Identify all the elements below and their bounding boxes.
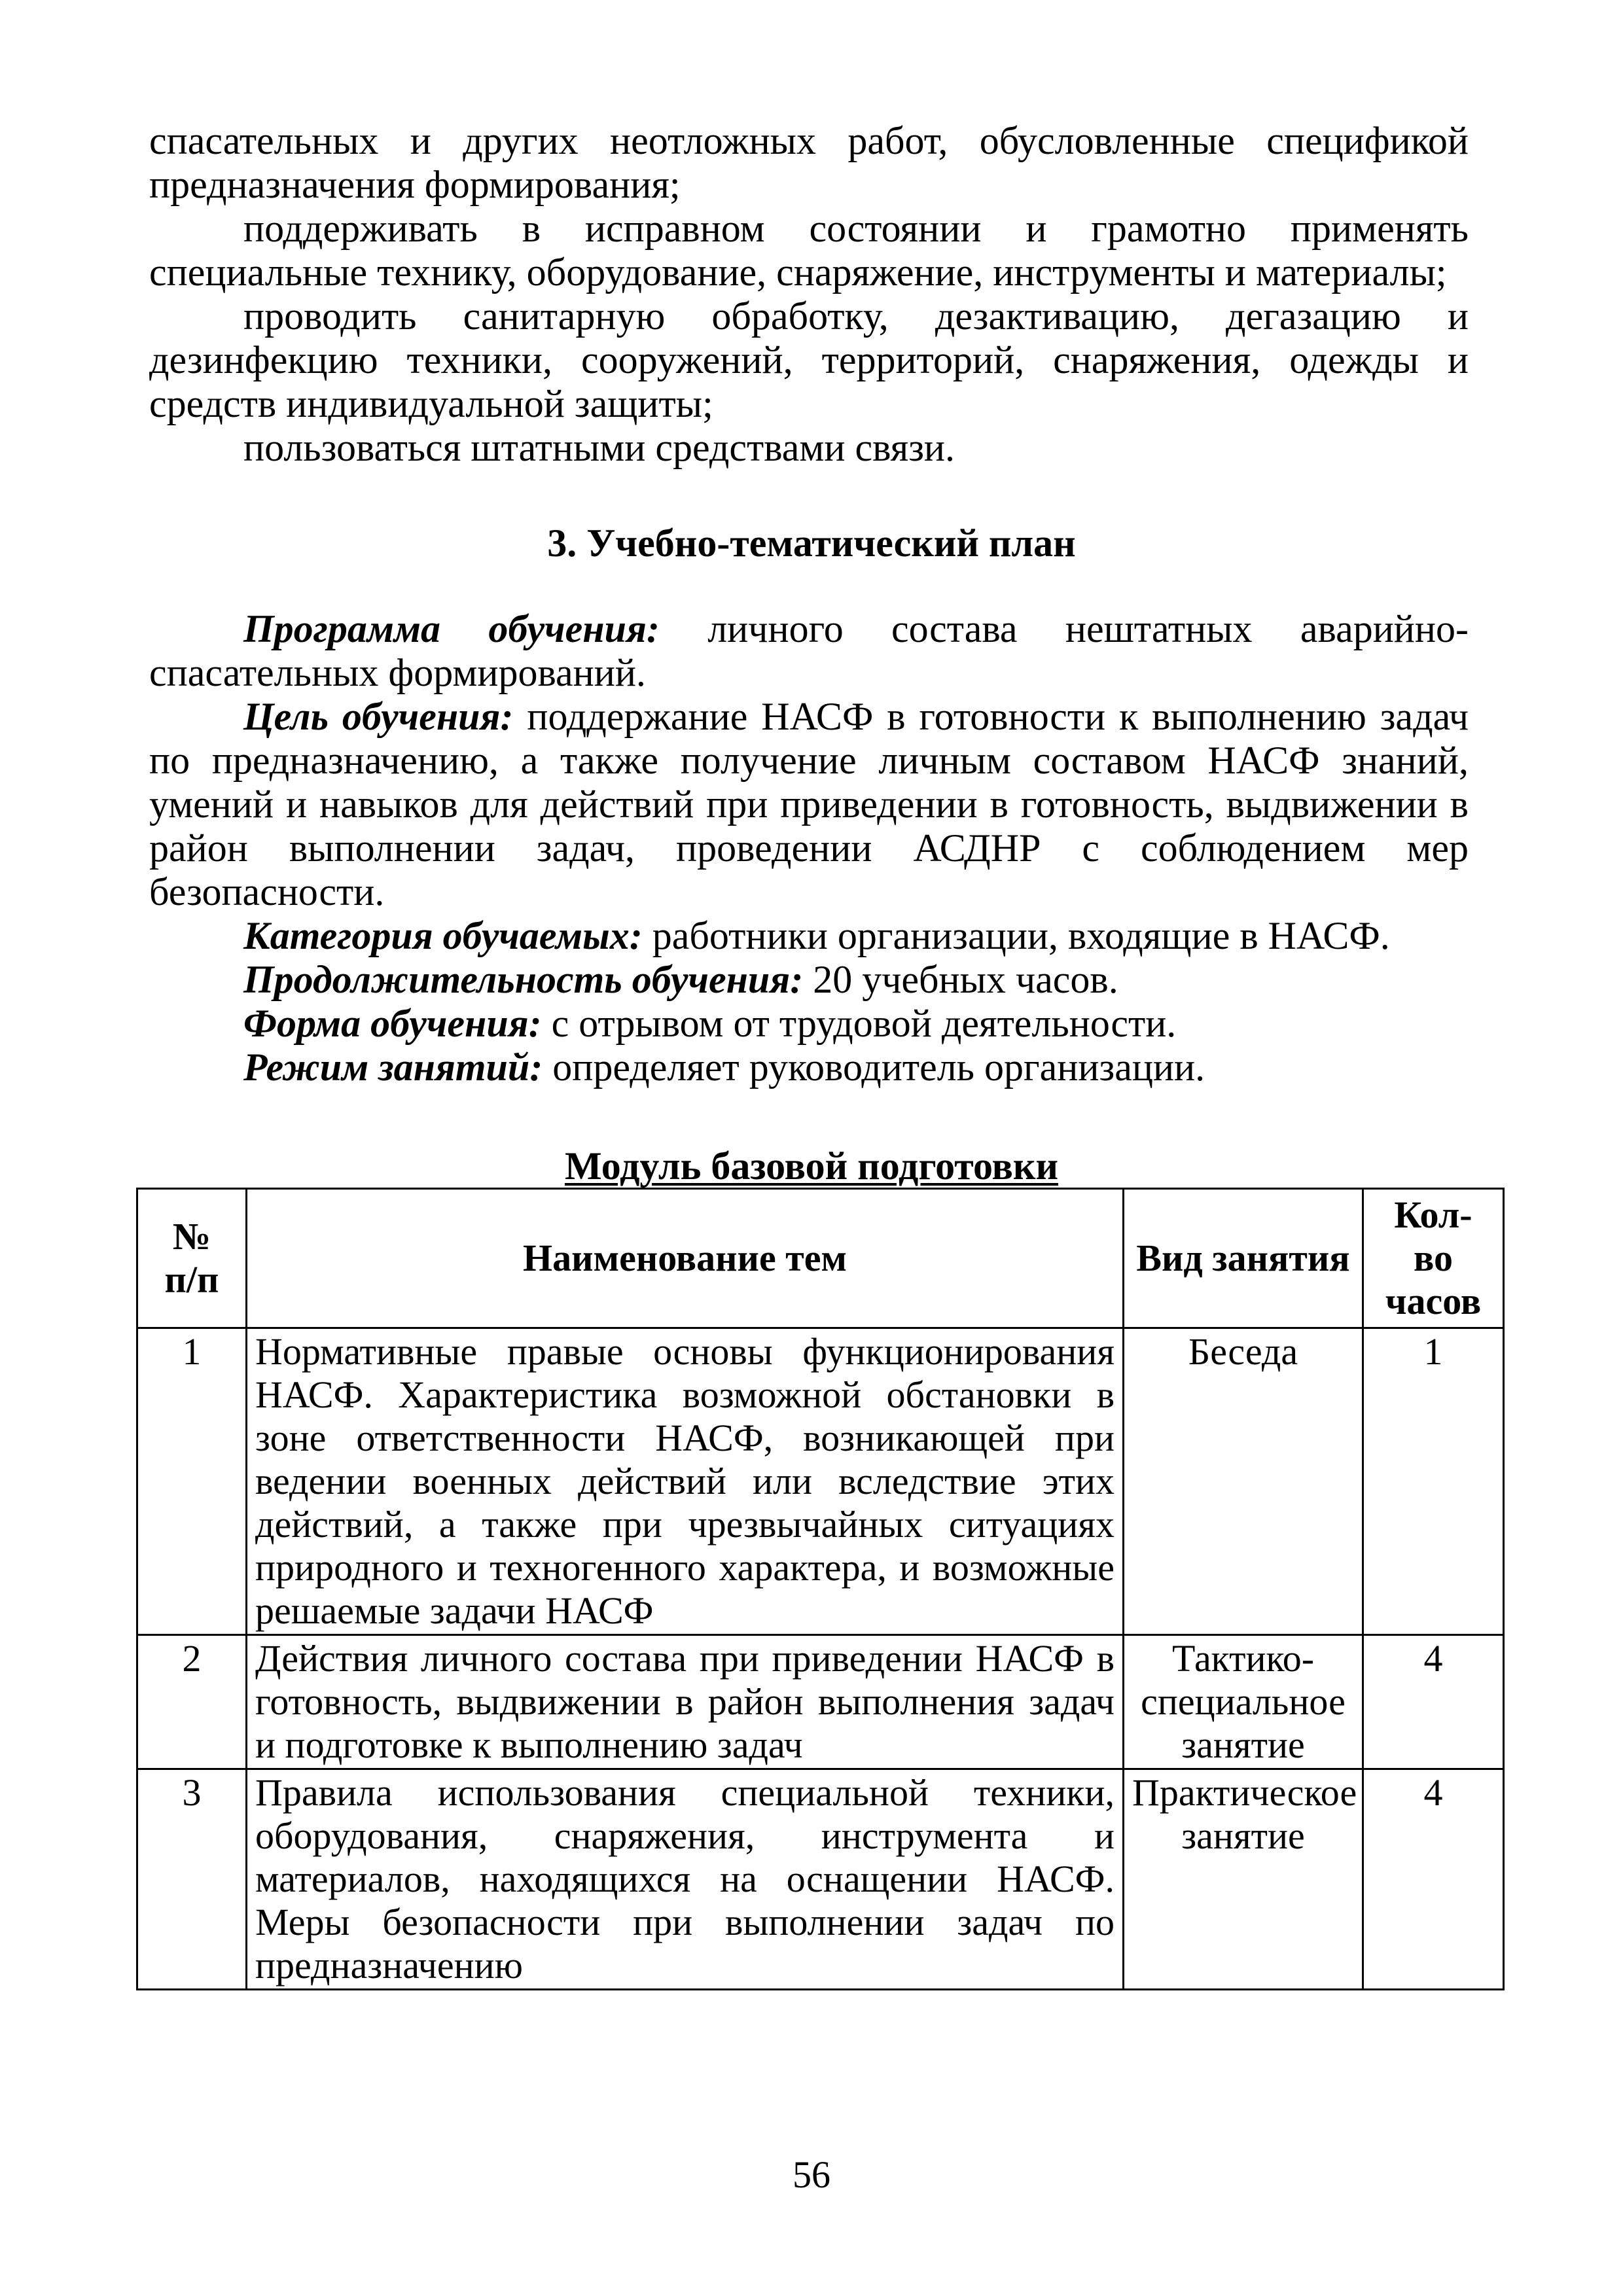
table-row: [137, 1328, 1504, 1635]
goal-label: Цель обучения:: [243, 695, 514, 738]
row-hours: 4: [1363, 1635, 1504, 1769]
row-kind: Беседа: [1124, 1328, 1363, 1635]
row-hours: 1: [1363, 1328, 1504, 1635]
paragraph-rescue-works: спасательных и других неотложных работ, обусловленные спецификой предназначения формирования;: [149, 119, 1469, 206]
table-row: [137, 1635, 1504, 1769]
table-header-row: [137, 1189, 1504, 1328]
row-topic: Правила использования специальной техники, оборудования, снаряжения, инструмента и материалов, находящихся на оснащении НАСФ. Меры безопасности при выполнении задач по предназначению: [247, 1769, 1124, 1990]
program-block: [149, 607, 1469, 1089]
table-row: [137, 1769, 1504, 1990]
header-hours-line3: часов: [1385, 1280, 1482, 1322]
category-label: Категория обучаемых:: [243, 914, 643, 957]
mode-text: определяет руководитель организации.: [543, 1046, 1205, 1089]
row-kind: Тактико-специальное занятие: [1124, 1635, 1363, 1769]
row-number: 1: [137, 1328, 247, 1635]
row-hours: 4: [1363, 1769, 1504, 1990]
category-paragraph: [149, 914, 1469, 958]
duration-label: Продолжительность обучения:: [243, 958, 804, 1001]
duration-text: 20 учебных часов.: [803, 958, 1118, 1001]
goal-paragraph: [149, 695, 1469, 914]
row-kind: Практическое занятие: [1124, 1769, 1363, 1990]
topics-table: [136, 1188, 1505, 1990]
header-hours-line2: во: [1414, 1237, 1453, 1279]
form-text: с отрывом от трудовой деятельности.: [541, 1002, 1177, 1045]
row-topic: Нормативные правые основы функционирования НАСФ. Характеристика возможной обстановки в зоне ответственности НАСФ, возникающей при ведении военных действий или вследствие этих действий, а также при чрезвычайных ситуациях природного и техногенного характера, и возможные решаемые задачи НАСФ: [247, 1328, 1124, 1635]
form-paragraph: [149, 1002, 1469, 1046]
row-number: 3: [137, 1769, 247, 1990]
header-kind: Вид занятия: [1124, 1189, 1363, 1328]
paragraph-communications: пользоваться штатными средствами связи.: [243, 426, 955, 469]
section-title: 3. Учебно-тематический план: [547, 521, 1076, 565]
mode-label: Режим занятий:: [243, 1046, 543, 1089]
category-text: работники организации, входящие в НАСФ.: [642, 914, 1390, 957]
mode-paragraph: [149, 1046, 1469, 1089]
duration-paragraph: [149, 958, 1469, 1002]
header-hours: [1363, 1189, 1504, 1328]
goal-text: поддержание НАСФ в готовности к выполнению задач по предназначению, а также получение личным составом НАСФ знаний, умений и навыков для действий при приведении в готовность, выдвижении в район выполнении задач, проведении АСДНР с соблюдением мер безопасности.: [149, 695, 1469, 913]
header-number-line2: п/п: [164, 1258, 219, 1301]
paragraph-decontamination: проводить санитарную обработку, дезактивацию, дегазацию и дезинфекцию техники, сооружений, территорий, снаряжения, одежды и средств индивидуальной защиты;: [149, 294, 1469, 425]
header-hours-line1: Кол-: [1394, 1193, 1472, 1236]
header-number: [137, 1189, 247, 1328]
program-paragraph: [149, 607, 1469, 695]
page-number: 56: [793, 2153, 830, 2196]
table-title-text: Модуль базовой подготовки: [564, 1144, 1059, 1188]
row-number: 2: [137, 1635, 247, 1769]
header-number-line1: №: [172, 1215, 211, 1258]
table-title: [0, 1144, 1623, 1189]
paragraph-maintain-equipment: поддерживать в исправном состоянии и грамотно применять специальные технику, оборудование, снаряжение, инструменты и материалы;: [149, 207, 1469, 294]
program-text: личного состава нештатных аварийно-спасательных формирований.: [149, 607, 1469, 694]
row-topic: Действия личного состава при приведении НАСФ в готовность, выдвижении в район выполнения задач и подготовке к выполнению задач: [247, 1635, 1124, 1769]
program-label: Программа обучения:: [243, 607, 660, 650]
form-label: Форма обучения:: [243, 1002, 542, 1045]
continuation-block: [149, 119, 1469, 470]
header-topic: Наименование тем: [247, 1189, 1124, 1328]
